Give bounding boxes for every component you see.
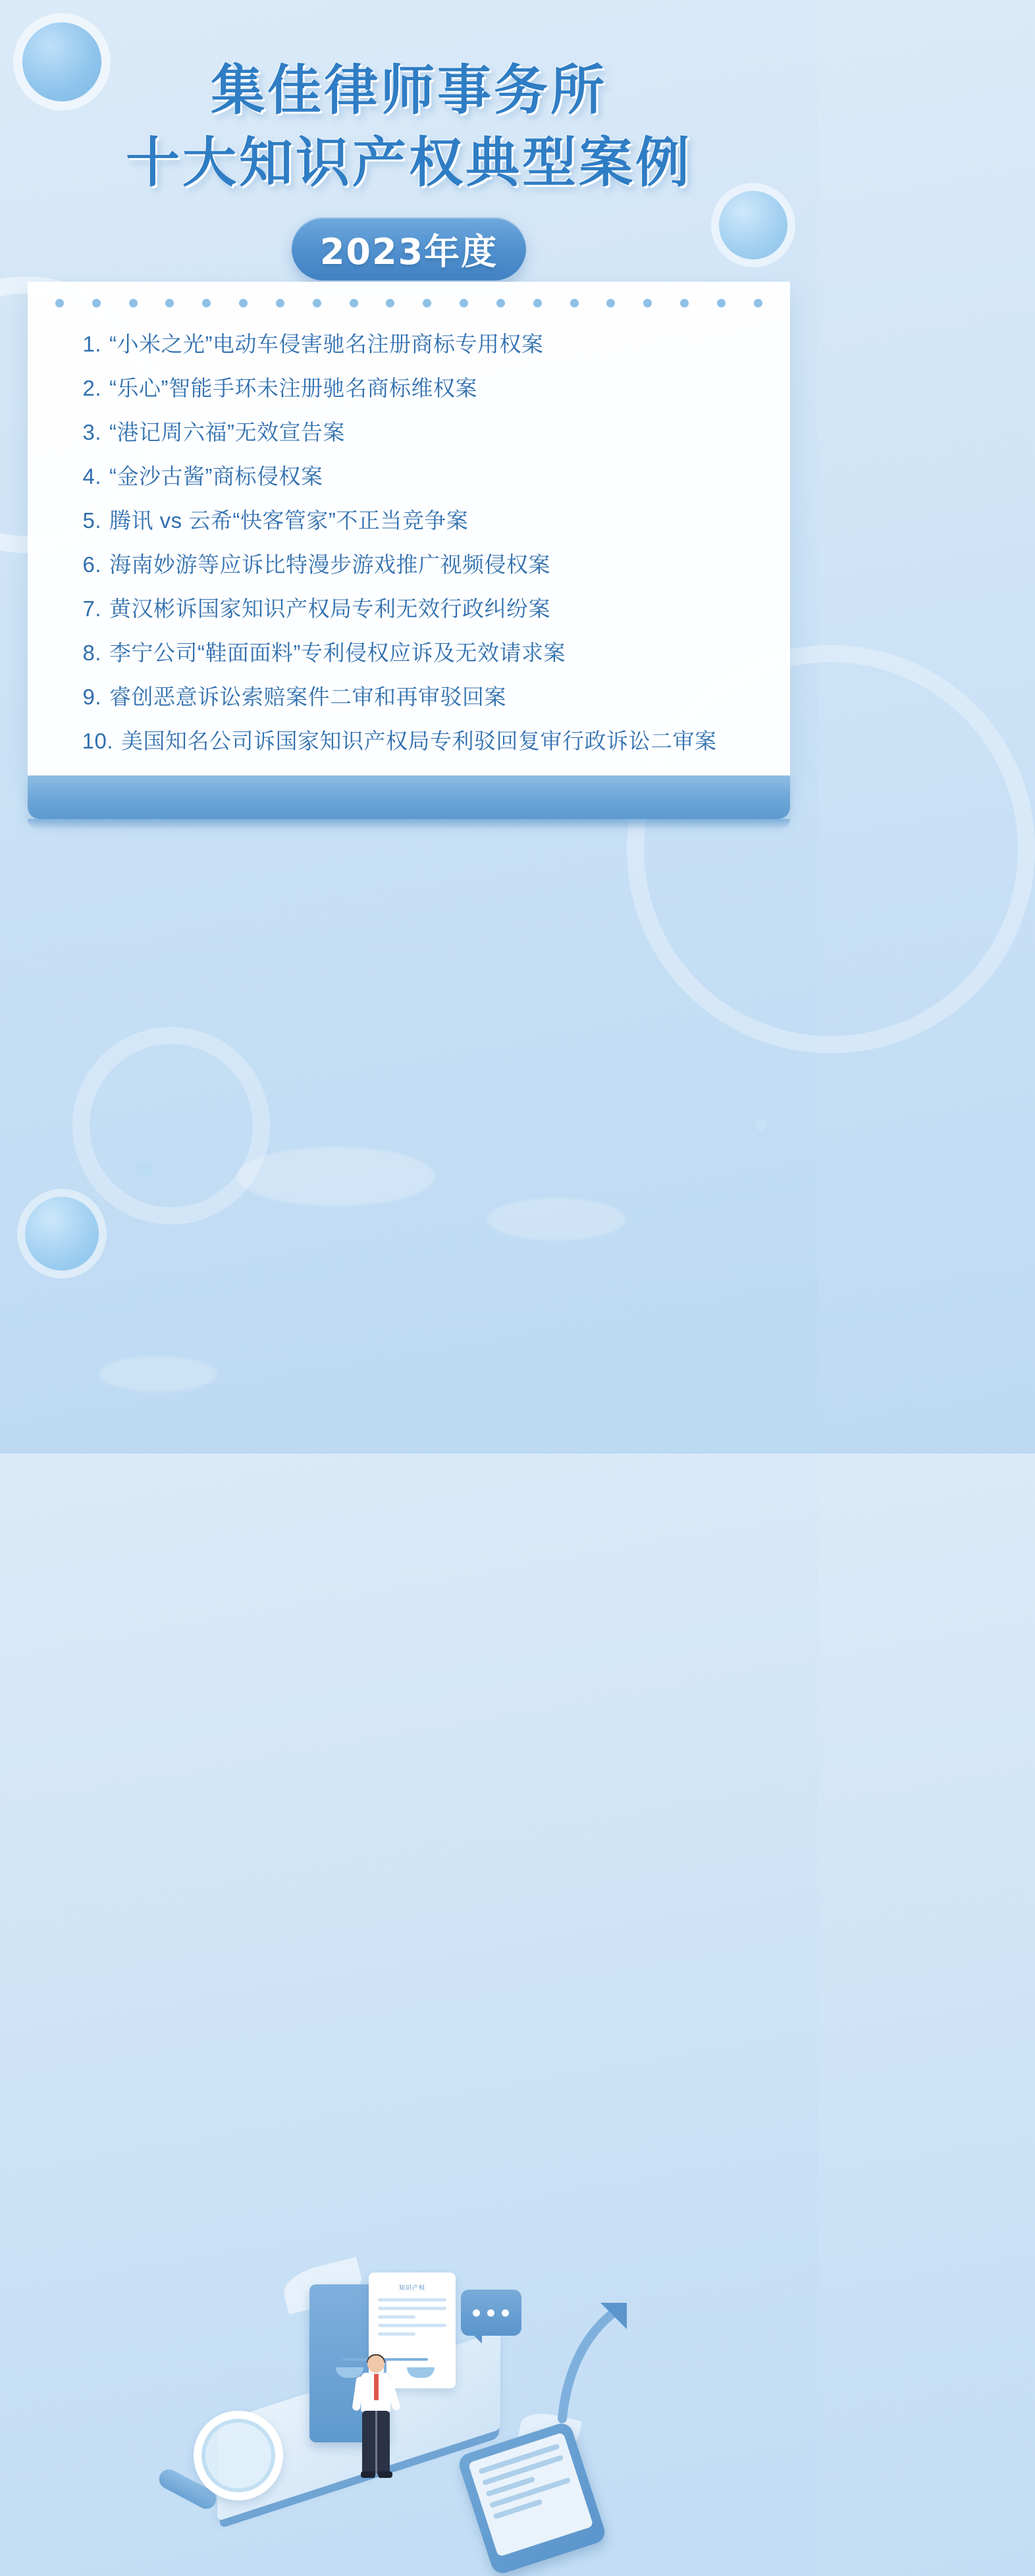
year-badge-label: 2023年度	[319, 230, 498, 273]
magnifier-lens	[194, 2411, 283, 2500]
person-shoe-right	[378, 2471, 392, 2478]
divider-dot	[606, 299, 615, 307]
divider-dot	[460, 299, 468, 307]
card-ribbon-shadow	[28, 819, 790, 829]
case-number: 8.	[82, 641, 101, 665]
card-bottom-ribbon	[28, 775, 790, 819]
case-number: 5.	[82, 508, 101, 533]
divider-dot	[680, 299, 689, 307]
chat-dot	[502, 2309, 509, 2317]
list-item	[68, 374, 751, 403]
divider-dot	[754, 299, 762, 307]
divider-dot	[55, 299, 64, 307]
divider-dot	[165, 299, 174, 307]
divider-dot	[496, 299, 505, 307]
case-title: “小米之光”电动车侵害驰名注册商标专用权案	[109, 332, 544, 356]
divider-dot	[350, 299, 358, 307]
case-number: 10.	[82, 729, 113, 753]
case-title: 腾讯 vs 云希“快客管家”不正当竞争案	[109, 508, 469, 533]
list-item	[68, 506, 751, 535]
case-title: “港记周六福”无效宣告案	[109, 420, 345, 444]
page-title-line-2: 十大知识产权典型案例	[125, 132, 692, 194]
person-head	[367, 2355, 385, 2373]
year-badge	[292, 217, 526, 280]
divider-dot	[313, 299, 321, 307]
list-item	[68, 418, 751, 447]
case-title: 睿创恶意诉讼索赔案件二审和再审驳回案	[109, 685, 506, 709]
divider-dot	[570, 299, 579, 307]
case-number: 2.	[82, 376, 101, 400]
case-title: “乐心”智能手环未注册驰名商标维权案	[109, 376, 477, 400]
footer-illustration	[0, 1119, 818, 2291]
divider-dot	[92, 299, 101, 307]
list-item	[68, 683, 751, 712]
case-number: 6.	[82, 552, 101, 577]
list-item	[68, 330, 751, 359]
poster-header	[0, 0, 818, 280]
divider-dot	[643, 299, 652, 307]
list-item	[68, 462, 751, 491]
case-title: 李宁公司“鞋面面料”专利侵权应诉及无效请求案	[109, 641, 566, 665]
document-badge: 知识产权	[398, 2284, 425, 2291]
tablet-screen	[468, 2432, 594, 2557]
list-item	[68, 727, 751, 756]
page-title-line-1: 集佳律师事务所	[210, 59, 607, 122]
card-dot-divider	[28, 282, 790, 307]
divider-dot	[717, 299, 726, 307]
growth-arrow-icon	[553, 2298, 632, 2423]
case-list	[28, 307, 790, 756]
case-title: 美国知名公司诉国家知识产权局专利驳回复审行政诉讼二审案	[121, 729, 717, 753]
divider-dot	[533, 299, 542, 307]
person-shoe-left	[361, 2471, 375, 2478]
chat-bubble-icon	[461, 2290, 521, 2336]
document-line	[378, 2324, 446, 2327]
divider-dot	[276, 299, 284, 307]
document-line	[378, 2332, 415, 2336]
case-list-card	[28, 282, 790, 775]
document-line	[378, 2298, 446, 2301]
person-tie	[374, 2374, 379, 2400]
case-title: “金沙古酱”商标侵权案	[109, 464, 323, 488]
list-item	[68, 639, 751, 668]
case-number: 1.	[82, 332, 101, 356]
chat-dot	[473, 2309, 480, 2317]
divider-dot	[202, 299, 211, 307]
case-number: 9.	[82, 685, 101, 709]
chat-dot	[487, 2309, 494, 2317]
case-title: 海南妙游等应诉比特漫步游戏推广视频侵权案	[109, 552, 550, 577]
magnifier-icon	[157, 2411, 302, 2510]
person-legs	[362, 2411, 390, 2474]
document-line	[378, 2307, 446, 2310]
divider-dot	[386, 299, 394, 307]
case-number: 7.	[82, 596, 101, 621]
person-figure	[353, 2355, 399, 2484]
list-item	[68, 550, 751, 579]
case-title: 黄汉彬诉国家知识产权局专利无效行政纠纷案	[109, 596, 550, 621]
case-number: 3.	[82, 420, 101, 444]
divider-dot	[129, 299, 138, 307]
list-item	[68, 594, 751, 623]
case-number: 4.	[82, 464, 101, 488]
divider-dot	[423, 299, 431, 307]
document-line	[378, 2315, 415, 2319]
divider-dot	[239, 299, 248, 307]
